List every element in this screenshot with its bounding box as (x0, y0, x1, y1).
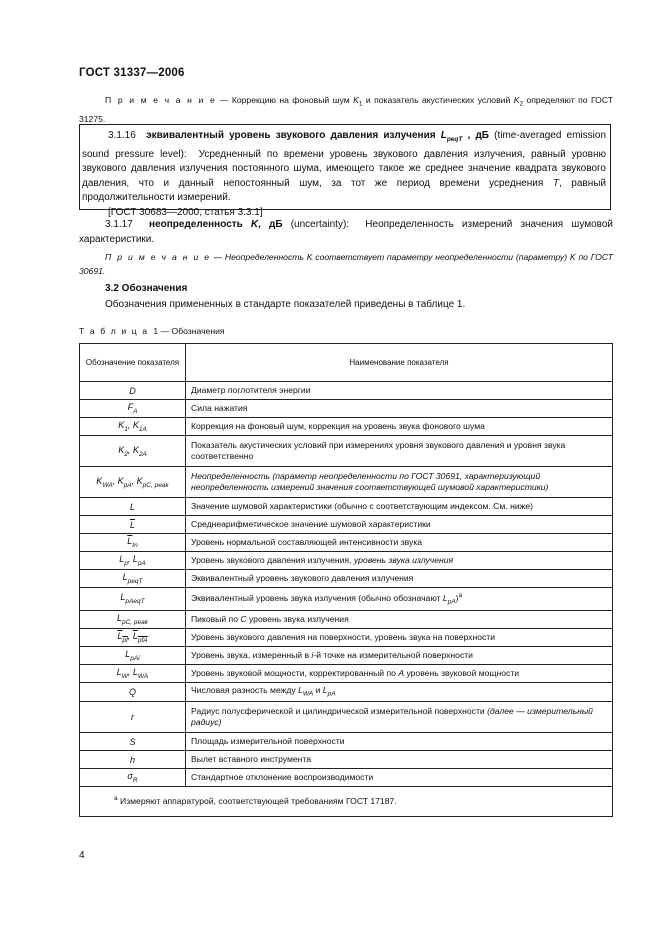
table-row: $L_{pAeqT}$ Эквивалентный уровень звука излучения (обычно обозначают $L_{pA})^a$ (80, 588, 613, 611)
table-row: $\overline{L}_{In}$ Уровень нормальной составляющей интенсивности звука (80, 534, 613, 552)
table-row: L Значение шумовой характеристики (обычно с соответствующим индексом. См. ниже) (80, 498, 613, 516)
definition-3-1-16-box (79, 124, 611, 218)
table-footnote-row (80, 787, 613, 817)
note-background-correction: П р и м е ч а н и е — Коррекцию на фоновый шум $K_1$ и показатель акустических условий $K_2$ определяют по ГОСТ 31275. (79, 95, 614, 124)
note-uncertainty: П р и м е ч а н и е — Неопределенность K соответствует параметру неопределенности (параметру) K по ГОСТ 30691. (79, 252, 613, 276)
table-row: $K_2$, $K_{2A}$ Показатель акустических условий при измерениях уровня звукового давления и уровня звука соответственно (80, 436, 613, 467)
table-row: r Радиус полусферической и цилиндрической измерительной поверхности (далее — измерительный радиус) (80, 702, 613, 733)
symbols-table (79, 343, 613, 817)
table-row: $L_{pf}$, $L_{pfA}$ Уровень звукового давления на поверхности, уровень звука на поверхности (80, 628, 613, 646)
table-row: D Диаметр поглотителя энергии (80, 382, 613, 400)
table-footnote: $^a$ Измеряют аппаратурой, соответствующей требованиям ГОСТ 17187. (80, 787, 613, 817)
section-title: 3.2 Обозначения (105, 283, 188, 294)
table-row: $K_{WA}$, $K_{pA}$, $K_{pC, peak}$ Неопределенность (параметр неопределенности по ГОСТ 30691, характеризующий неопределенность измерений значения соответствующей шумовой характеристики) (80, 467, 613, 498)
table-row: $F_A$ Сила нажатия (80, 400, 613, 418)
page-number: 4 (79, 850, 85, 861)
table-row: S Площадь измерительной поверхности (80, 733, 613, 751)
table-row: $L_W$, $L_{WA}$ Уровень звуковой мощности, корректированный по A уровень звуковой мощности (80, 664, 613, 682)
table-row: $\sigma_R$ Стандартное отклонение воспроизводимости (80, 769, 613, 787)
table-row: $L_{pAi}$ Уровень звука, измеренный в i-й точке на измерительной поверхности (80, 646, 613, 664)
definition-number: 3.1.16 (108, 130, 136, 141)
table-row: $\overline{L}$ Среднеарифметическое значение шумовой характеристики (80, 516, 613, 534)
column-header-name: Наименование показателя (186, 344, 613, 382)
definition-3-1-16: 3.1.16 эквивалентный уровень звукового давления излучения $L_{peqT}$ , дБ (time-averaged emission sound pressure level): Усредненный по времени уровень звукового давления излучения, равный уровню звукового давления излучения постоянного шума, имеющего такое же среднее значение квадрата звукового давления, что и данный непостоянный шум, за тот же период времени усреднения T, равный продолжительности измерений. (82, 130, 606, 203)
table-row: $L_{pC, peak}$ Пиковый по C уровень звука излучения (80, 610, 613, 628)
table-caption: Т а б л и ц а 1 — Обозначения (79, 326, 225, 336)
definition-term: эквивалентный уровень звукового давления излучения $L_{peqT}$ , дБ (146, 130, 489, 143)
table-row: Q Числовая разность между $L_{WA}$ и $L_{pA}$ (80, 682, 613, 702)
definition-reference: [ГОСТ 30683—2000, статья 3.3.1] (108, 206, 263, 218)
definition-3-1-17: 3.1.17 неопределенность K, дБ (uncertainty): Неопределенность измерений значения шумовой характеристики. (79, 219, 613, 245)
section-text: Обозначения примененных в стандарте показателей приведены в таблице 1. (105, 299, 466, 310)
table-row: $L_{peqT}$ Эквивалентный уровень звукового давления излучения (80, 570, 613, 588)
table-row: $L_p$, $L_{pA}$ Уровень звукового давления излучения, уровень звука излучения (80, 552, 613, 570)
table-row: $K_1$, $K_{1A}$ Коррекция на фоновый шум, коррекция на уровень звука фонового шума (80, 418, 613, 436)
table-row: h Вылет вставного инструмента (80, 751, 613, 769)
column-header-symbol: Обозначение показателя (80, 344, 186, 382)
note-label: П р и м е ч а н и е (105, 95, 217, 105)
document-header: ГОСТ 31337—2006 (79, 67, 185, 79)
